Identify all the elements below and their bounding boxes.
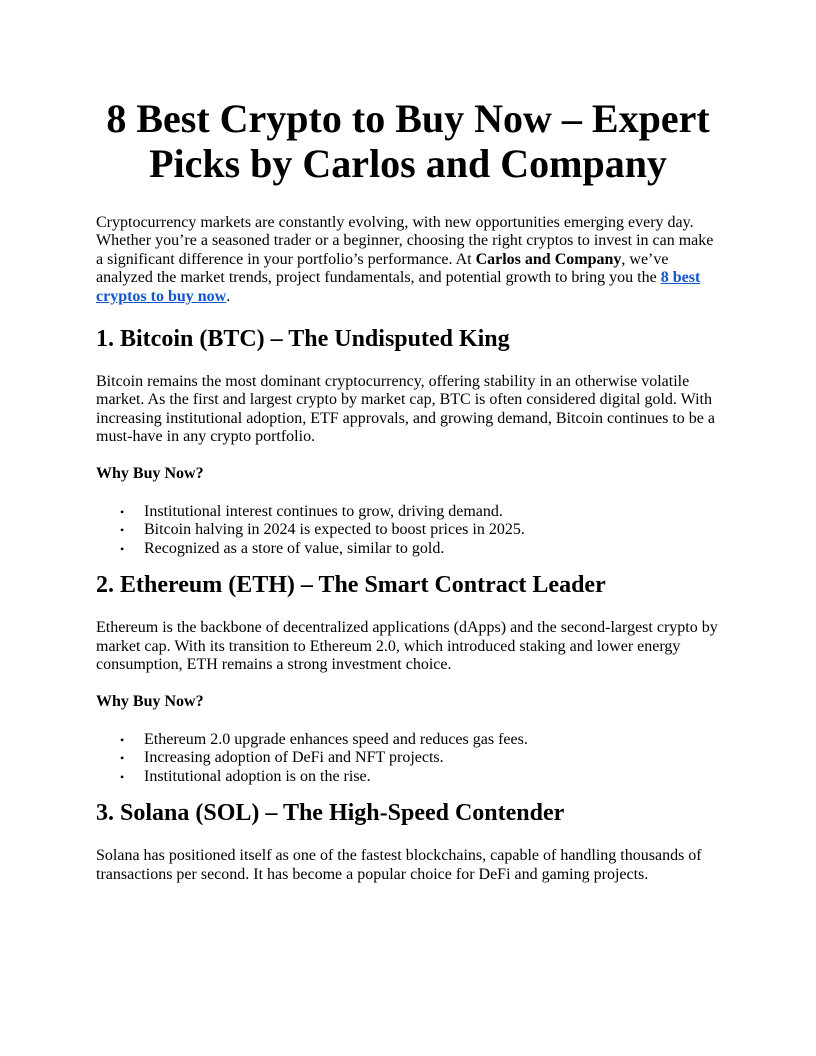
section-heading-ethereum: 2. Ethereum (ETH) – The Smart Contract Leader (96, 572, 606, 599)
document-page (96, 96, 720, 902)
section-body-bitcoin: Bitcoin remains the most dominant cryptocurrency, offering stability in an otherwise volatile market. As the first and largest crypto by market cap, BTC is often considered digital gold. With increasing institutional adoption, ETF approvals, and growing demand, Bitcoin continues to be a must-have in any crypto portfolio. (96, 373, 715, 446)
why-buy-label-ethereum: Why Buy Now? (96, 692, 204, 710)
bullet-list-ethereum (96, 731, 720, 786)
bullet-icon: • (120, 523, 125, 538)
list-item-text: Ethereum 2.0 upgrade enhances speed and reduces gas fees. (144, 730, 528, 748)
list-item (120, 749, 720, 767)
list-item (120, 503, 720, 521)
intro-text-before: Cryptocurrency markets are constantly evolving, with new opportunities emerging every day. Whether you’re a seasoned trader or a beginner, choosing the right cryptos to invest in can make a significant difference in your portfolio’s performance. At (96, 214, 714, 268)
list-item (120, 521, 720, 539)
list-item-text: Bitcoin halving in 2024 is expected to boost prices in 2025. (144, 521, 525, 539)
section-heading-solana: 3. Solana (SOL) – The High-Speed Contender (96, 800, 565, 827)
intro-text-after: . (226, 287, 231, 305)
why-buy-label-bitcoin: Why Buy Now? (96, 464, 204, 482)
intro-text-middle: , we’ve analyzed the market trends, project fundamentals, and potential growth to bring you the (96, 250, 669, 287)
bullet-icon: • (120, 751, 125, 766)
page-title: 8 Best Crypto to Buy Now – Expert Picks by Carlos and Company (106, 96, 710, 186)
section-body-ethereum: Ethereum is the backbone of decentralized applications (dApps) and the second-largest crypto by market cap. With its transition to Ethereum 2.0, which introduced staking and lower energy consumption, ETH remains a strong investment choice. (96, 619, 718, 674)
intro-paragraph (96, 214, 720, 306)
bullet-list-bitcoin (96, 503, 720, 558)
list-item-text: Recognized as a store of value, similar to gold. (144, 539, 445, 557)
list-item-text: Increasing adoption of DeFi and NFT projects. (144, 749, 444, 767)
list-item-text: Institutional interest continues to grow, driving demand. (144, 503, 503, 521)
bullet-icon: • (120, 732, 125, 747)
list-item (120, 539, 720, 558)
section-body-solana: Solana has positioned itself as one of the fastest blockchains, capable of handling thousands of transactions per second. It has become a popular choice for DeFi and gaming projects. (96, 847, 702, 883)
company-name: Carlos and Company (475, 250, 622, 268)
list-item-text: Institutional adoption is on the rise. (144, 767, 371, 785)
bullet-icon: • (120, 541, 125, 556)
best-cryptos-link[interactable]: 8 best cryptos to buy now (96, 269, 701, 305)
section-heading-bitcoin: 1. Bitcoin (BTC) – The Undisputed King (96, 326, 510, 353)
bullet-icon: • (120, 505, 125, 520)
bullet-icon: • (120, 769, 125, 784)
list-item (120, 767, 720, 786)
list-item (120, 730, 720, 749)
